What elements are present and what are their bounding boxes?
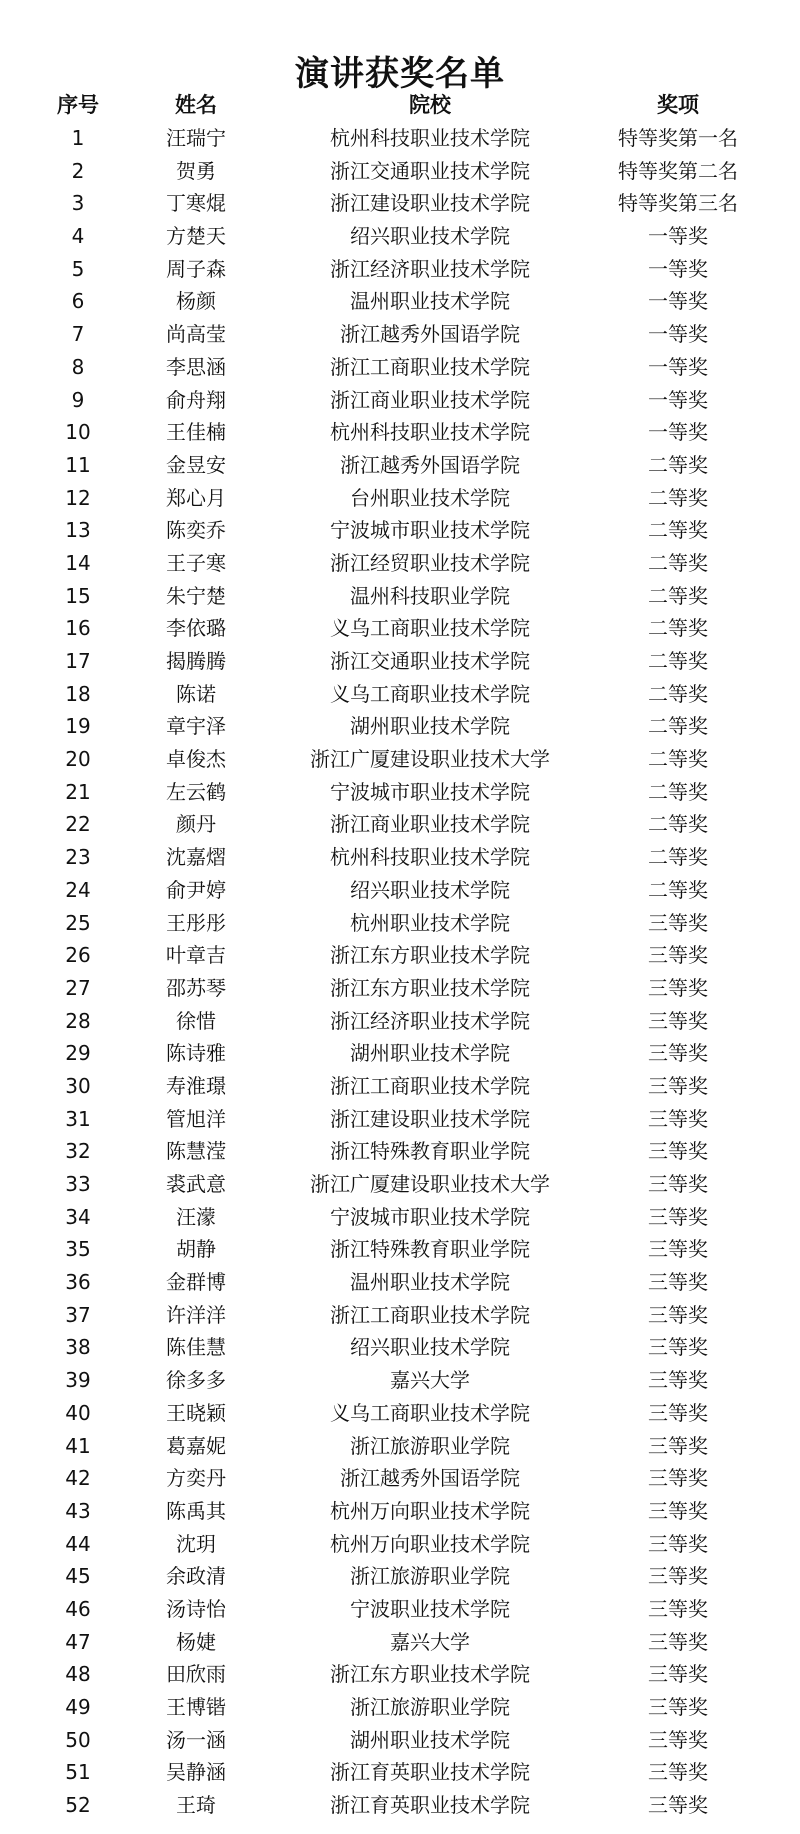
cell-no: 40: [65, 1400, 91, 1425]
cell-name: 裘武意: [166, 1172, 226, 1196]
cell-no: 9: [71, 387, 85, 412]
cell-award: 三等奖: [648, 1531, 708, 1556]
table-row: [0, 939, 800, 972]
cell-no: 10: [65, 420, 91, 445]
cell-award: 三等奖: [648, 1433, 708, 1458]
cell-name: 方楚天: [166, 224, 226, 249]
table-row: [0, 1331, 800, 1364]
cell-name: 卓俊杰: [166, 747, 226, 772]
cell-school: 义乌工商职业技术学院: [330, 1400, 530, 1425]
cell-name: 金昱安: [166, 452, 226, 477]
cell-school: 浙江工商职业技术学院: [330, 1073, 530, 1098]
cell-no: 43: [65, 1498, 91, 1523]
column-header-no: 序号: [57, 93, 99, 117]
cell-name: 俞尹婷: [166, 877, 226, 902]
cell-award: 二等奖: [648, 812, 708, 837]
cell-name: 王琦: [176, 1793, 216, 1818]
cell-award: 三等奖: [648, 910, 708, 935]
cell-no: 3: [71, 191, 85, 216]
cell-name: 陈诗雅: [166, 1041, 226, 1066]
cell-school: 浙江经济职业技术学院: [330, 1008, 530, 1033]
cell-school: 浙江建设职业技术学院: [330, 191, 530, 216]
column-header-name: 姓名: [175, 93, 217, 117]
table-row: [0, 1430, 800, 1463]
cell-school: 温州职业技术学院: [350, 289, 510, 314]
cell-name: 邵苏琴: [166, 975, 226, 1000]
cell-award: 三等奖: [648, 1106, 708, 1131]
cell-no: 48: [65, 1662, 91, 1687]
cell-name: 汪濛: [176, 1204, 216, 1229]
cell-award: 二等奖: [648, 649, 708, 673]
cell-award: 二等奖: [648, 550, 708, 575]
table-row: [0, 187, 800, 220]
cell-no: 11: [65, 452, 91, 477]
cell-no: 47: [65, 1629, 91, 1654]
cell-award: 一等奖: [648, 322, 708, 347]
cell-award: 二等奖: [648, 747, 708, 772]
cell-no: 42: [65, 1466, 91, 1491]
table-row: [0, 1658, 800, 1691]
cell-award: 三等奖: [648, 1564, 708, 1589]
table-row: [0, 1299, 800, 1332]
cell-no: 6: [71, 289, 85, 314]
table-row: [0, 1168, 800, 1201]
table-row: [0, 808, 800, 841]
cell-name: 寿淮璟: [166, 1073, 226, 1098]
table-row: [0, 1462, 800, 1495]
cell-name: 余政清: [166, 1564, 226, 1589]
cell-school: 浙江交通职业技术学院: [330, 158, 530, 183]
cell-award: 特等奖第三名: [618, 191, 738, 216]
cell-school: 嘉兴大学: [390, 1629, 470, 1654]
cell-name: 尚高莹: [166, 322, 226, 347]
cell-name: 李思涵: [166, 354, 226, 379]
table-row: [0, 1005, 800, 1038]
cell-school: 义乌工商职业技术学院: [330, 616, 530, 641]
cell-award: 一等奖: [648, 420, 708, 445]
table-row: [0, 285, 800, 318]
cell-name: 贺勇: [176, 158, 216, 183]
cell-award: 一等奖: [648, 256, 708, 281]
table-row: [0, 1135, 800, 1168]
cell-school: 浙江经贸职业技术学院: [330, 550, 530, 575]
cell-school: 嘉兴大学: [390, 1368, 470, 1393]
cell-award: 三等奖: [648, 1335, 708, 1360]
cell-award: 三等奖: [648, 1073, 708, 1098]
cell-award: 二等奖: [648, 681, 708, 706]
cell-name: 葛嘉妮: [166, 1433, 226, 1458]
cell-award: 三等奖: [648, 1302, 708, 1327]
cell-name: 王子寒: [166, 550, 226, 575]
table-row: [0, 1560, 800, 1593]
cell-school: 浙江特殊教育职业学院: [330, 1237, 530, 1262]
cell-name: 颜丹: [176, 812, 216, 837]
cell-school: 杭州万向职业技术学院: [330, 1531, 530, 1556]
cell-no: 19: [65, 714, 91, 739]
cell-no: 36: [65, 1270, 91, 1295]
cell-award: 特等奖第二名: [618, 158, 738, 183]
cell-no: 25: [65, 910, 91, 935]
cell-no: 44: [65, 1531, 91, 1556]
column-header-school: 院校: [409, 93, 451, 117]
cell-school: 浙江广厦建设职业技术大学: [310, 747, 550, 772]
cell-name: 徐多多: [166, 1368, 226, 1393]
cell-school: 杭州科技职业技术学院: [330, 126, 530, 150]
cell-award: 三等奖: [648, 1498, 708, 1523]
cell-name: 郑心月: [166, 485, 226, 510]
table-row: [0, 1201, 800, 1234]
cell-school: 浙江越秀外国语学院: [340, 452, 520, 477]
cell-award: 三等奖: [648, 1629, 708, 1654]
table-header: [0, 88, 800, 122]
cell-no: 41: [65, 1433, 91, 1458]
page-title: 演讲获奖名单: [295, 54, 505, 94]
cell-no: 45: [65, 1564, 91, 1589]
cell-no: 38: [65, 1335, 91, 1360]
table-row: [0, 1626, 800, 1659]
table-row: [0, 416, 800, 449]
cell-name: 王晓颖: [166, 1400, 226, 1425]
table-row: [0, 253, 800, 286]
cell-no: 34: [65, 1204, 91, 1229]
cell-name: 王彤彤: [166, 910, 226, 935]
cell-school: 浙江工商职业技术学院: [330, 1302, 530, 1327]
cell-award: 特等奖第一名: [618, 126, 738, 150]
cell-no: 29: [65, 1041, 91, 1066]
cell-school: 义乌工商职业技术学院: [330, 681, 530, 706]
cell-name: 周子森: [166, 256, 226, 281]
cell-school: 浙江特殊教育职业学院: [330, 1139, 530, 1164]
table-row: [0, 547, 800, 580]
cell-school: 浙江建设职业技术学院: [330, 1106, 530, 1131]
cell-award: 三等奖: [648, 1695, 708, 1719]
table-row: [0, 1266, 800, 1299]
cell-name: 揭腾腾: [166, 649, 226, 673]
cell-school: 浙江商业职业技术学院: [330, 812, 530, 837]
cell-no: 51: [65, 1760, 91, 1785]
cell-no: 37: [65, 1302, 91, 1327]
table-row: [0, 1397, 800, 1430]
table-row: [0, 220, 800, 253]
cell-no: 52: [65, 1793, 91, 1818]
cell-award: 三等奖: [648, 1400, 708, 1425]
cell-school: 湖州职业技术学院: [350, 1727, 510, 1752]
cell-name: 许洋洋: [166, 1302, 226, 1327]
table-row: [0, 1756, 800, 1789]
cell-name: 胡静: [176, 1237, 216, 1262]
cell-school: 浙江东方职业技术学院: [330, 1662, 530, 1687]
cell-award: 二等奖: [648, 485, 708, 510]
cell-school: 浙江育英职业技术学院: [330, 1793, 530, 1818]
cell-award: 三等奖: [648, 1172, 708, 1196]
cell-no: 5: [71, 256, 85, 281]
cell-no: 32: [65, 1139, 91, 1164]
cell-award: 一等奖: [648, 387, 708, 412]
table-row: [0, 155, 800, 188]
cell-school: 绍兴职业技术学院: [350, 1335, 510, 1360]
table-row: [0, 678, 800, 711]
cell-award: 二等奖: [648, 583, 708, 608]
cell-award: 三等奖: [648, 1466, 708, 1491]
table-row: [0, 351, 800, 384]
cell-no: 20: [65, 747, 91, 772]
table-row: [0, 1070, 800, 1103]
cell-name: 汤一涵: [166, 1727, 226, 1752]
cell-no: 2: [71, 158, 85, 183]
cell-no: 46: [65, 1596, 91, 1621]
cell-name: 沈嘉熠: [166, 845, 226, 870]
cell-name: 李依璐: [166, 616, 226, 641]
cell-name: 丁寒焜: [166, 191, 226, 216]
cell-name: 王博锴: [166, 1695, 226, 1719]
cell-no: 13: [65, 518, 91, 543]
cell-award: 三等奖: [648, 1727, 708, 1752]
cell-award: 二等奖: [648, 616, 708, 641]
table-row: [0, 1037, 800, 1070]
cell-name: 吴静涵: [166, 1760, 226, 1785]
cell-school: 浙江工商职业技术学院: [330, 354, 530, 379]
cell-no: 28: [65, 1008, 91, 1033]
cell-school: 杭州科技职业技术学院: [330, 845, 530, 870]
cell-school: 浙江旅游职业学院: [350, 1695, 510, 1719]
cell-award: 三等奖: [648, 1270, 708, 1295]
cell-no: 27: [65, 975, 91, 1000]
cell-school: 浙江旅游职业学院: [350, 1564, 510, 1589]
cell-no: 17: [65, 649, 91, 673]
cell-award: 三等奖: [648, 1008, 708, 1033]
cell-school: 浙江交通职业技术学院: [330, 649, 530, 673]
cell-award: 三等奖: [648, 1139, 708, 1164]
table-row: [0, 580, 800, 613]
cell-award: 三等奖: [648, 1368, 708, 1393]
cell-name: 朱宁楚: [166, 583, 226, 608]
cell-no: 7: [71, 322, 85, 347]
cell-award: 二等奖: [648, 845, 708, 870]
cell-award: 三等奖: [648, 1237, 708, 1262]
table-row: [0, 874, 800, 907]
cell-name: 陈奕乔: [166, 518, 226, 543]
cell-school: 杭州万向职业技术学院: [330, 1498, 530, 1523]
table-row: [0, 972, 800, 1005]
cell-award: 二等奖: [648, 714, 708, 739]
cell-no: 31: [65, 1106, 91, 1131]
cell-no: 24: [65, 877, 91, 902]
cell-award: 三等奖: [648, 943, 708, 968]
table-row: [0, 514, 800, 547]
cell-award: 三等奖: [648, 1596, 708, 1621]
cell-no: 26: [65, 943, 91, 968]
cell-name: 沈玥: [176, 1531, 216, 1556]
cell-award: 一等奖: [648, 354, 708, 379]
cell-award: 二等奖: [648, 518, 708, 543]
cell-award: 二等奖: [648, 452, 708, 477]
cell-school: 浙江商业职业技术学院: [330, 387, 530, 412]
cell-no: 18: [65, 681, 91, 706]
cell-award: 二等奖: [648, 779, 708, 804]
cell-name: 杨颜: [176, 289, 216, 314]
column-header-award: 奖项: [657, 93, 699, 117]
cell-school: 温州科技职业学院: [350, 583, 510, 608]
cell-no: 30: [65, 1073, 91, 1098]
table-row: [0, 907, 800, 940]
cell-name: 方奕丹: [166, 1466, 226, 1491]
cell-no: 4: [71, 224, 85, 249]
table-row: [0, 1789, 800, 1822]
cell-school: 杭州科技职业技术学院: [330, 420, 530, 445]
cell-school: 浙江越秀外国语学院: [340, 1466, 520, 1491]
table-row: [0, 449, 800, 482]
cell-name: 陈禹其: [166, 1498, 226, 1523]
table-row: [0, 612, 800, 645]
cell-no: 21: [65, 779, 91, 804]
cell-name: 陈佳慧: [166, 1335, 226, 1360]
cell-award: 一等奖: [648, 224, 708, 249]
cell-name: 陈慧滢: [166, 1139, 226, 1164]
cell-name: 章宇泽: [166, 714, 226, 739]
cell-school: 台州职业技术学院: [350, 485, 510, 510]
cell-no: 14: [65, 550, 91, 575]
cell-name: 徐惜: [176, 1008, 216, 1033]
cell-award: 三等奖: [648, 1204, 708, 1229]
table-row: [0, 645, 800, 678]
cell-no: 33: [65, 1172, 91, 1196]
cell-school: 浙江广厦建设职业技术大学: [310, 1172, 550, 1196]
cell-school: 绍兴职业技术学院: [350, 224, 510, 249]
cell-no: 23: [65, 845, 91, 870]
cell-award: 三等奖: [648, 1760, 708, 1785]
cell-name: 左云鹤: [166, 779, 226, 804]
cell-school: 浙江育英职业技术学院: [330, 1760, 530, 1785]
table-row: [0, 1724, 800, 1757]
cell-award: 二等奖: [648, 877, 708, 902]
cell-name: 管旭洋: [166, 1106, 226, 1131]
cell-school: 杭州职业技术学院: [350, 910, 510, 935]
table-row: [0, 1495, 800, 1528]
cell-school: 浙江旅游职业学院: [350, 1433, 510, 1458]
cell-no: 1: [71, 126, 85, 150]
cell-no: 22: [65, 812, 91, 837]
cell-school: 浙江经济职业技术学院: [330, 256, 530, 281]
table-row: [0, 1691, 800, 1724]
cell-school: 宁波职业技术学院: [350, 1596, 510, 1621]
cell-name: 王佳楠: [166, 420, 226, 445]
cell-school: 宁波城市职业技术学院: [330, 518, 530, 543]
cell-no: 49: [65, 1695, 91, 1719]
table-row: [0, 743, 800, 776]
cell-school: 绍兴职业技术学院: [350, 877, 510, 902]
table-row: [0, 1103, 800, 1136]
cell-no: 12: [65, 485, 91, 510]
cell-no: 15: [65, 583, 91, 608]
cell-award: 三等奖: [648, 1662, 708, 1687]
cell-school: 宁波城市职业技术学院: [330, 1204, 530, 1229]
cell-school: 浙江越秀外国语学院: [340, 322, 520, 347]
table-row: [0, 318, 800, 351]
cell-no: 50: [65, 1727, 91, 1752]
cell-name: 叶章吉: [166, 943, 226, 968]
table-row: [0, 710, 800, 743]
table-row: [0, 1528, 800, 1561]
table-row: [0, 1233, 800, 1266]
cell-school: 温州职业技术学院: [350, 1270, 510, 1295]
cell-no: 39: [65, 1368, 91, 1393]
cell-name: 汤诗怡: [166, 1596, 226, 1621]
table-row: [0, 776, 800, 809]
award-table-body: [0, 122, 800, 1822]
cell-school: 湖州职业技术学院: [350, 714, 510, 739]
cell-no: 35: [65, 1237, 91, 1262]
cell-name: 陈诺: [176, 681, 216, 706]
cell-name: 俞舟翔: [166, 387, 226, 412]
table-row: [0, 1593, 800, 1626]
cell-award: 一等奖: [648, 289, 708, 314]
cell-award: 三等奖: [648, 1793, 708, 1818]
table-row: [0, 384, 800, 417]
cell-name: 杨婕: [176, 1629, 216, 1654]
cell-school: 宁波城市职业技术学院: [330, 779, 530, 804]
cell-award: 三等奖: [648, 975, 708, 1000]
cell-school: 浙江东方职业技术学院: [330, 943, 530, 968]
table-row: [0, 841, 800, 874]
table-row: [0, 122, 800, 155]
cell-no: 16: [65, 616, 91, 641]
table-row: [0, 1364, 800, 1397]
cell-school: 湖州职业技术学院: [350, 1041, 510, 1066]
cell-school: 浙江东方职业技术学院: [330, 975, 530, 1000]
table-row: [0, 482, 800, 515]
cell-name: 田欣雨: [166, 1662, 226, 1687]
cell-name: 金群博: [166, 1270, 226, 1295]
cell-award: 三等奖: [648, 1041, 708, 1066]
cell-no: 8: [71, 354, 85, 379]
cell-name: 汪瑞宁: [166, 126, 226, 150]
